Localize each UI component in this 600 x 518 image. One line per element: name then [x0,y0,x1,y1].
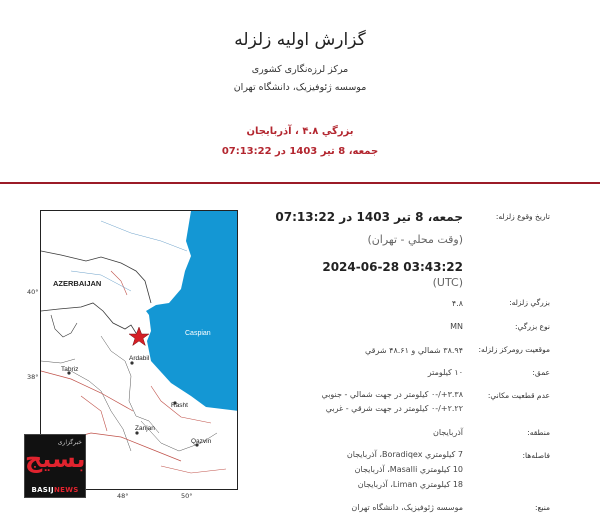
magtype-label: نوع بزرگي: [514,322,550,331]
epicenter-star-icon [129,327,149,346]
time-local: جمعه، 8 تیر 1403 در 07:13:22 [275,210,463,224]
fault-line [161,466,226,473]
border-line [41,251,151,303]
magnitude-label: بزرگي زلزله: [509,298,550,307]
depth-value: ۱۰ کیلومتر [427,368,463,377]
time-utc-note: (UTC) [432,276,463,289]
uncertainty-label: عدم قطعیت مکاني: [487,391,550,400]
distance-2: 10 کیلومتري Masalli، آذربایجان [354,465,463,474]
time-label: تاریخ وقوع زلزله: [495,212,550,221]
place-label: AZERBAIJAN [53,279,102,288]
uncertainty-ns: ۳.۳۸+/-۰ کیلومتر در جهت شمالي - جنوبي [321,390,463,399]
province-line [41,359,75,363]
lat-label-40: 40° [27,288,39,296]
region-label: منطقه: [527,428,550,437]
magtype-value: MN [450,322,463,331]
place-label: Tabriz [61,366,79,373]
caspian-sea [146,211,238,411]
magnitude-headline: بزرگي ۴.۸ ، آذربایجان [246,126,354,137]
lat-label-38: 38° [27,373,39,381]
place-label: Zanjan [135,425,155,432]
org-name: مرکز لرزه‌نگاری کشوری [251,64,349,75]
logo-top-text: خبرگزاری [57,439,82,446]
time-local-note: (وقت محلي - تهران) [367,233,463,246]
logo-name [25,486,85,494]
report-header [0,0,600,182]
lon-label-50: 50° [181,492,193,500]
fault-line [81,396,107,431]
place-label: Rasht [171,402,188,409]
place-label: Ardabil [129,355,150,362]
location-label: موقعیت رومرکز زلزله: [478,345,550,354]
logo-mark: بسیج [25,445,86,473]
magnitude-value: ۴.۸ [451,299,463,308]
place-label: Caspian [185,330,211,337]
source-value: موسسه ژئوفیزیک، دانشگاه تهران [351,503,463,512]
distances-label: فاصله‌ها: [522,451,550,460]
region-value: آذربایجان [432,428,463,437]
header-divider [0,182,600,184]
river-line [101,221,187,251]
place-label: Qazvin [191,438,212,445]
logo-name-a: BASIJ [31,486,54,494]
datetime-headline: جمعه، 8 تیر 1403 در 07:13:22 [221,146,379,157]
distance-3: 18 کیلومتري Liman، آذربایجان [357,480,463,489]
distance-1: 7 کیلومتري Boradiqex، آذربایجان [346,450,463,459]
report-title: گزارش اولیه زلزله [234,30,366,50]
uncertainty-ew: ۲.۲۲+/-۰ کیلومتر در جهت شرقي - غربي [325,404,463,413]
source-label: منبع: [534,503,550,512]
depth-label: عمق: [532,368,550,377]
border-line [51,315,77,337]
location-value: ۳۸.۹۴ شمالي و ۴۸.۶۱ شرقي [365,346,463,355]
institute-name: موسسه ژئوفیزیک، دانشگاه تهران [233,82,367,93]
fault-line [41,371,133,411]
fault-line [111,271,127,295]
time-utc: 2024-06-28 03:43:22 [322,260,463,274]
logo-name-b: NEWS [53,486,79,494]
basij-news-logo [24,434,86,498]
lon-label-48: 48° [117,492,129,500]
